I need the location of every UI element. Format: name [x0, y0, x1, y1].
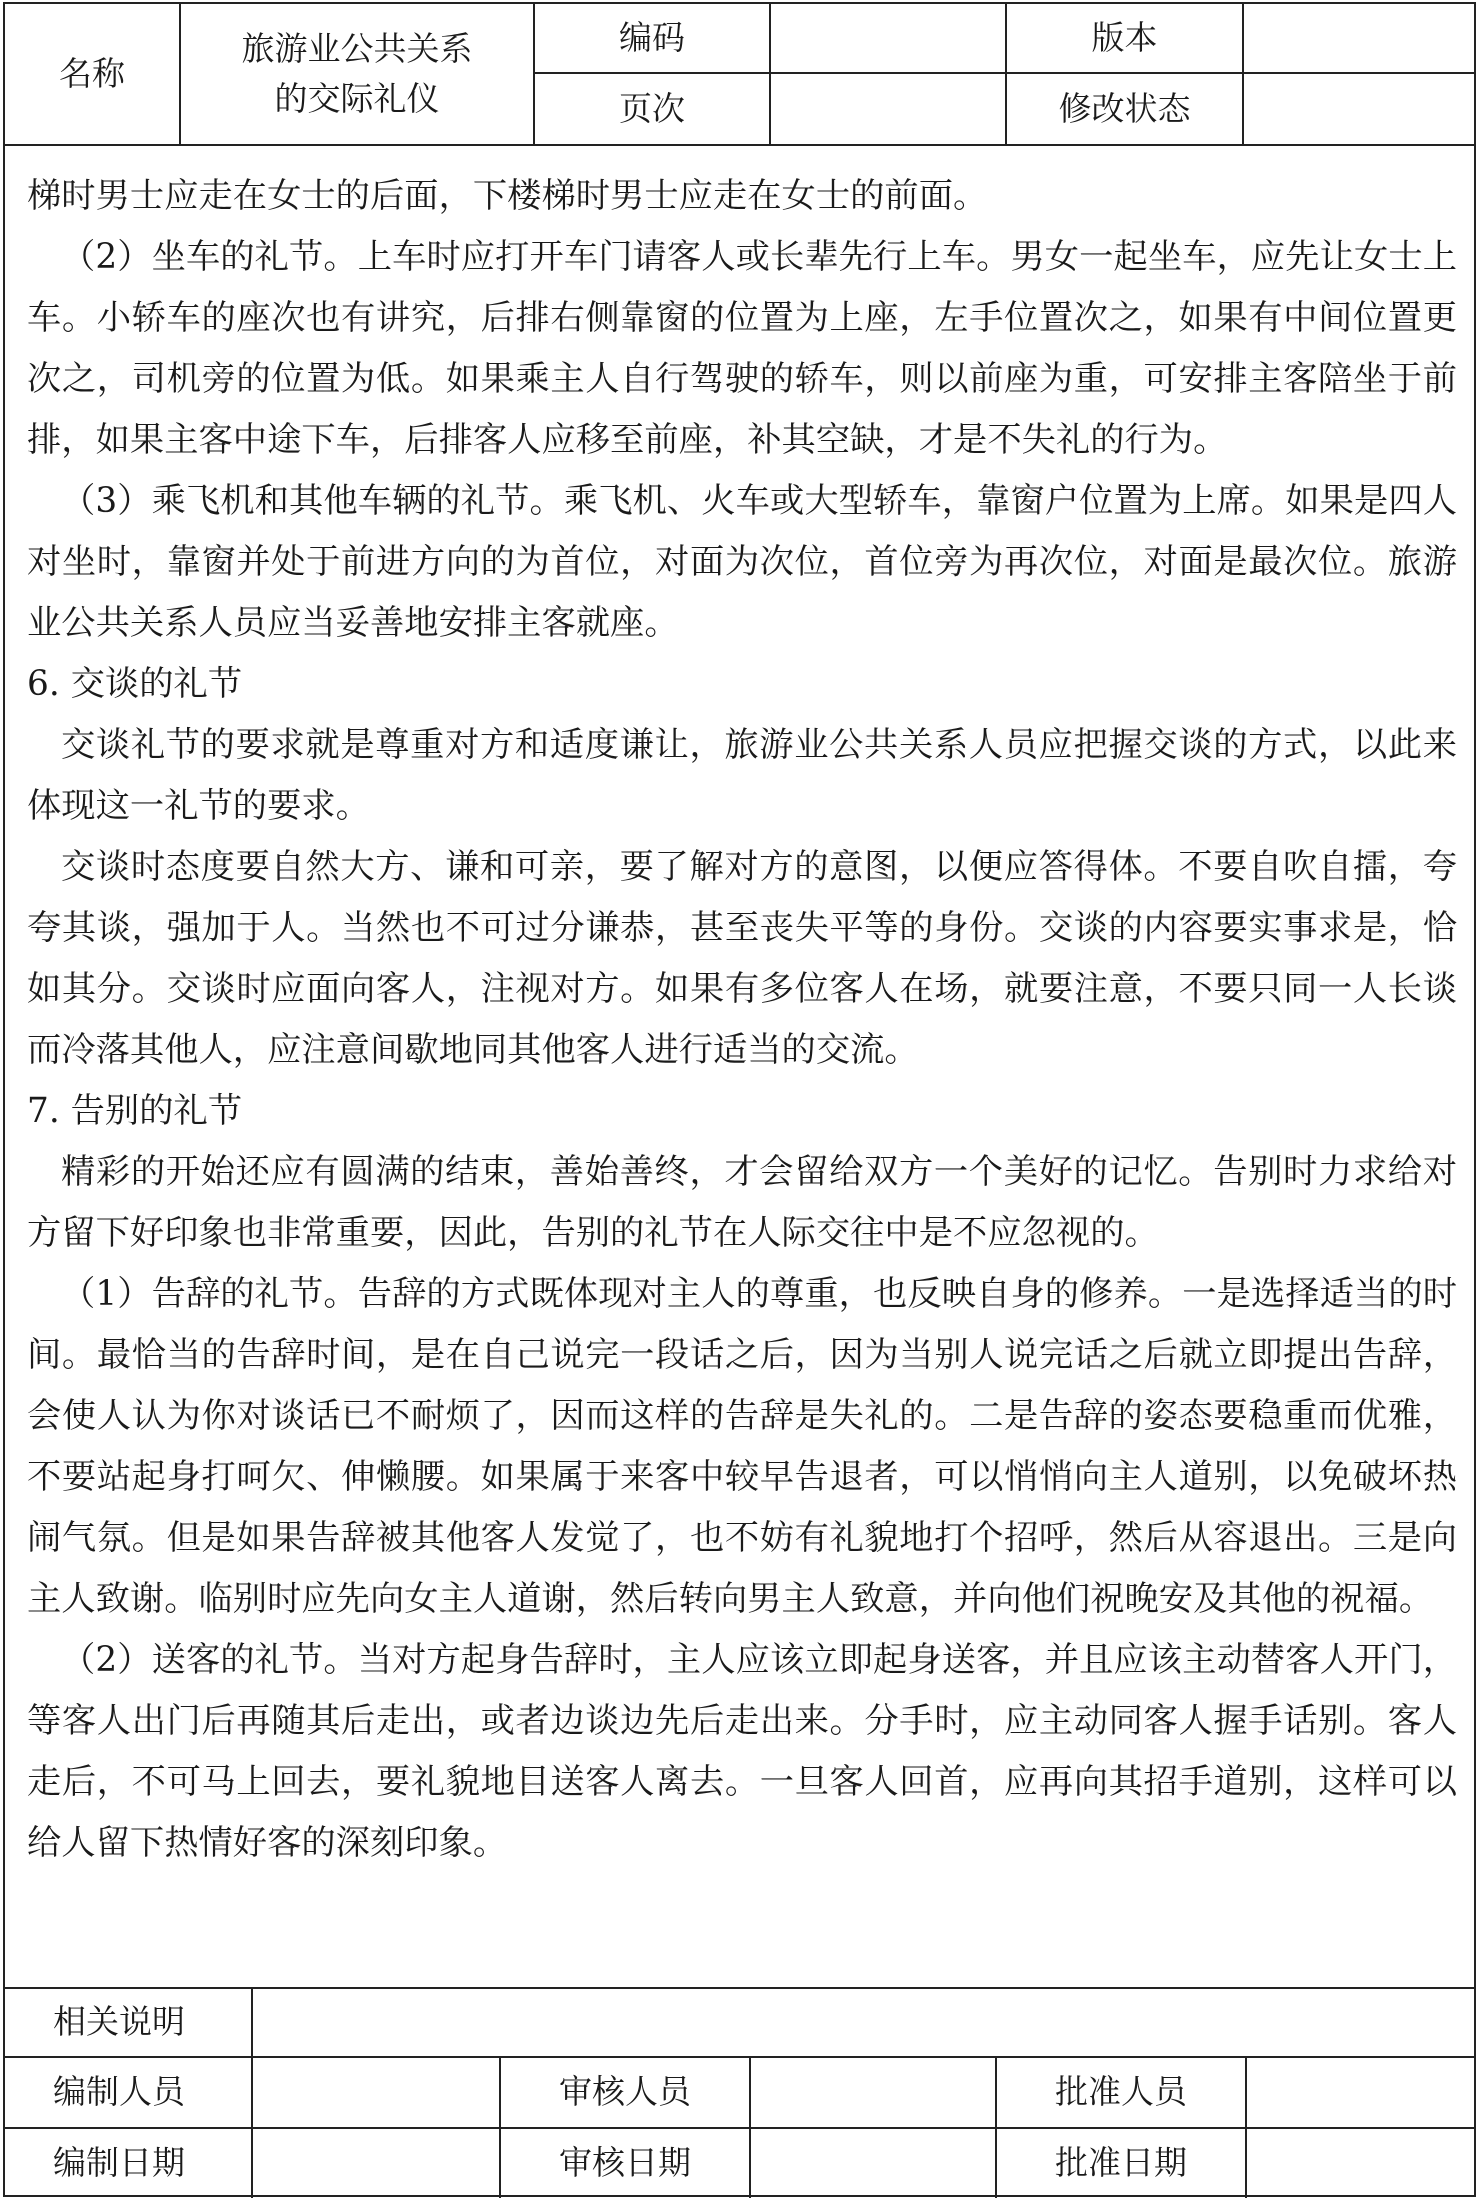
editor-value: [252, 2057, 500, 2128]
approve-date-value: [1246, 2128, 1474, 2198]
revision-label: 修改状态: [1006, 73, 1243, 145]
header-table: [5, 4, 1474, 146]
approver-value: [1246, 2057, 1474, 2128]
paragraph-plane-etiquette: （3）乘飞机和其他车辆的礼节。乘飞机、火车或大型轿车，靠窗户位置为上席。如果是四人对坐时，靠窗并处于前进方向的为首位，对面为次位，首位旁为再次位，对面是最次位。旅游业公共关系人员应当妥善地安排主客就座。: [27, 481, 1457, 643]
notes-label: 相关说明: [5, 1988, 252, 2057]
paragraph-conversation-intro: 交谈礼节的要求就是尊重对方和适度谦让，旅游业公共关系人员应把握交谈的方式，以此来体现这一礼节的要求。: [27, 725, 1457, 826]
approve-date-label: 批准日期: [996, 2128, 1246, 2198]
page-label: 页次: [534, 73, 770, 145]
document-sheet: [3, 2, 1476, 2197]
approver-label: 批准人员: [996, 2057, 1246, 2128]
reviewer-value: [750, 2057, 996, 2128]
page-value: [770, 73, 1006, 145]
code-label: 编码: [534, 4, 770, 73]
revision-value: [1243, 73, 1474, 145]
footer-table: [5, 1987, 1474, 2198]
edit-date-value: [252, 2128, 500, 2198]
edit-date-label: 编制日期: [5, 2128, 252, 2198]
paragraph-farewell-intro: 精彩的开始还应有圆满的结束，善始善终，才会留给双方一个美好的记忆。告别时力求给对方留下好印象也非常重要，因此，告别的礼节在人际交往中是不应忽视的。: [27, 1152, 1457, 1253]
paragraph-leave-taking: （1）告辞的礼节。告辞的方式既体现对主人的尊重，也反映自身的修养。一是选择适当的时间。最恰当的告辞时间，是在自己说完一段话之后，因为当别人说完话之后就立即提出告辞，会使人认为你对谈话已不耐烦了，因而这样的告辞是失礼的。二是告辞的姿态要稳重而优雅，不要站起身打呵欠、伸懒腰。如果属于来客中较早告退者，可以悄悄向主人道别，以免破坏热闹气氛。但是如果告辞被其他客人发觉了，也不妨有礼貌地打个招呼，然后从容退出。三是向主人致谢。临别时应先向女主人道谢，然后转向男主人致意，并向他们祝晚安及其他的祝福。: [27, 1274, 1457, 1619]
section-heading-farewell: 7. 告别的礼节: [27, 1091, 243, 1131]
document-body: [27, 166, 1457, 1874]
reviewer-label: 审核人员: [500, 2057, 750, 2128]
section-heading-conversation: 6. 交谈的礼节: [27, 664, 243, 704]
document-title-text: 旅游业公共关系的交际礼仪: [241, 29, 473, 118]
paragraph-seeing-off: （2）送客的礼节。当对方起身告辞时，主人应该立即起身送客，并且应该主动替客人开门，等客人出门后再随其后走出，或者边谈边先后走出来。分手时，应主动同客人握手话别。客人走后，不可马上回去，要礼貌地目送客人离去。一旦客人回首，应再向其招手道别，这样可以给人留下热情好客的深刻印象。: [27, 1640, 1457, 1863]
paragraph-car-etiquette: （2）坐车的礼节。上车时应打开车门请客人或长辈先行上车。男女一起坐车，应先让女士上车。小轿车的座次也有讲究，后排右侧靠窗的位置为上座，左手位置次之，如果有中间位置更次之，司机旁的位置为低。如果乘主人自行驾驶的轿车，则以前座为重，可安排主客陪坐于前排，如果主客中途下车，后排客人应移至前座，补其空缺，才是不失礼的行为。: [27, 237, 1457, 460]
version-label: 版本: [1006, 4, 1243, 73]
name-label: 名称: [5, 4, 180, 145]
paragraph-stairs-end: 梯时男士应走在女士的后面，下楼梯时男士应走在女士的前面。: [27, 176, 988, 216]
review-date-label: 审核日期: [500, 2128, 750, 2198]
code-value: [770, 4, 1006, 73]
review-date-value: [750, 2128, 996, 2198]
document-title: [180, 4, 534, 145]
editor-label: 编制人员: [5, 2057, 252, 2128]
version-value: [1243, 4, 1474, 73]
notes-value: [252, 1988, 1474, 2057]
paragraph-conversation-attitude: 交谈时态度要自然大方、谦和可亲，要了解对方的意图，以便应答得体。不要自吹自擂，夸夸其谈，强加于人。当然也不可过分谦恭，甚至丧失平等的身份。交谈的内容要实事求是，恰如其分。交谈时应面向客人，注视对方。如果有多位客人在场，就要注意，不要只同一人长谈而冷落其他人，应注意间歇地同其他客人进行适当的交流。: [27, 847, 1457, 1070]
